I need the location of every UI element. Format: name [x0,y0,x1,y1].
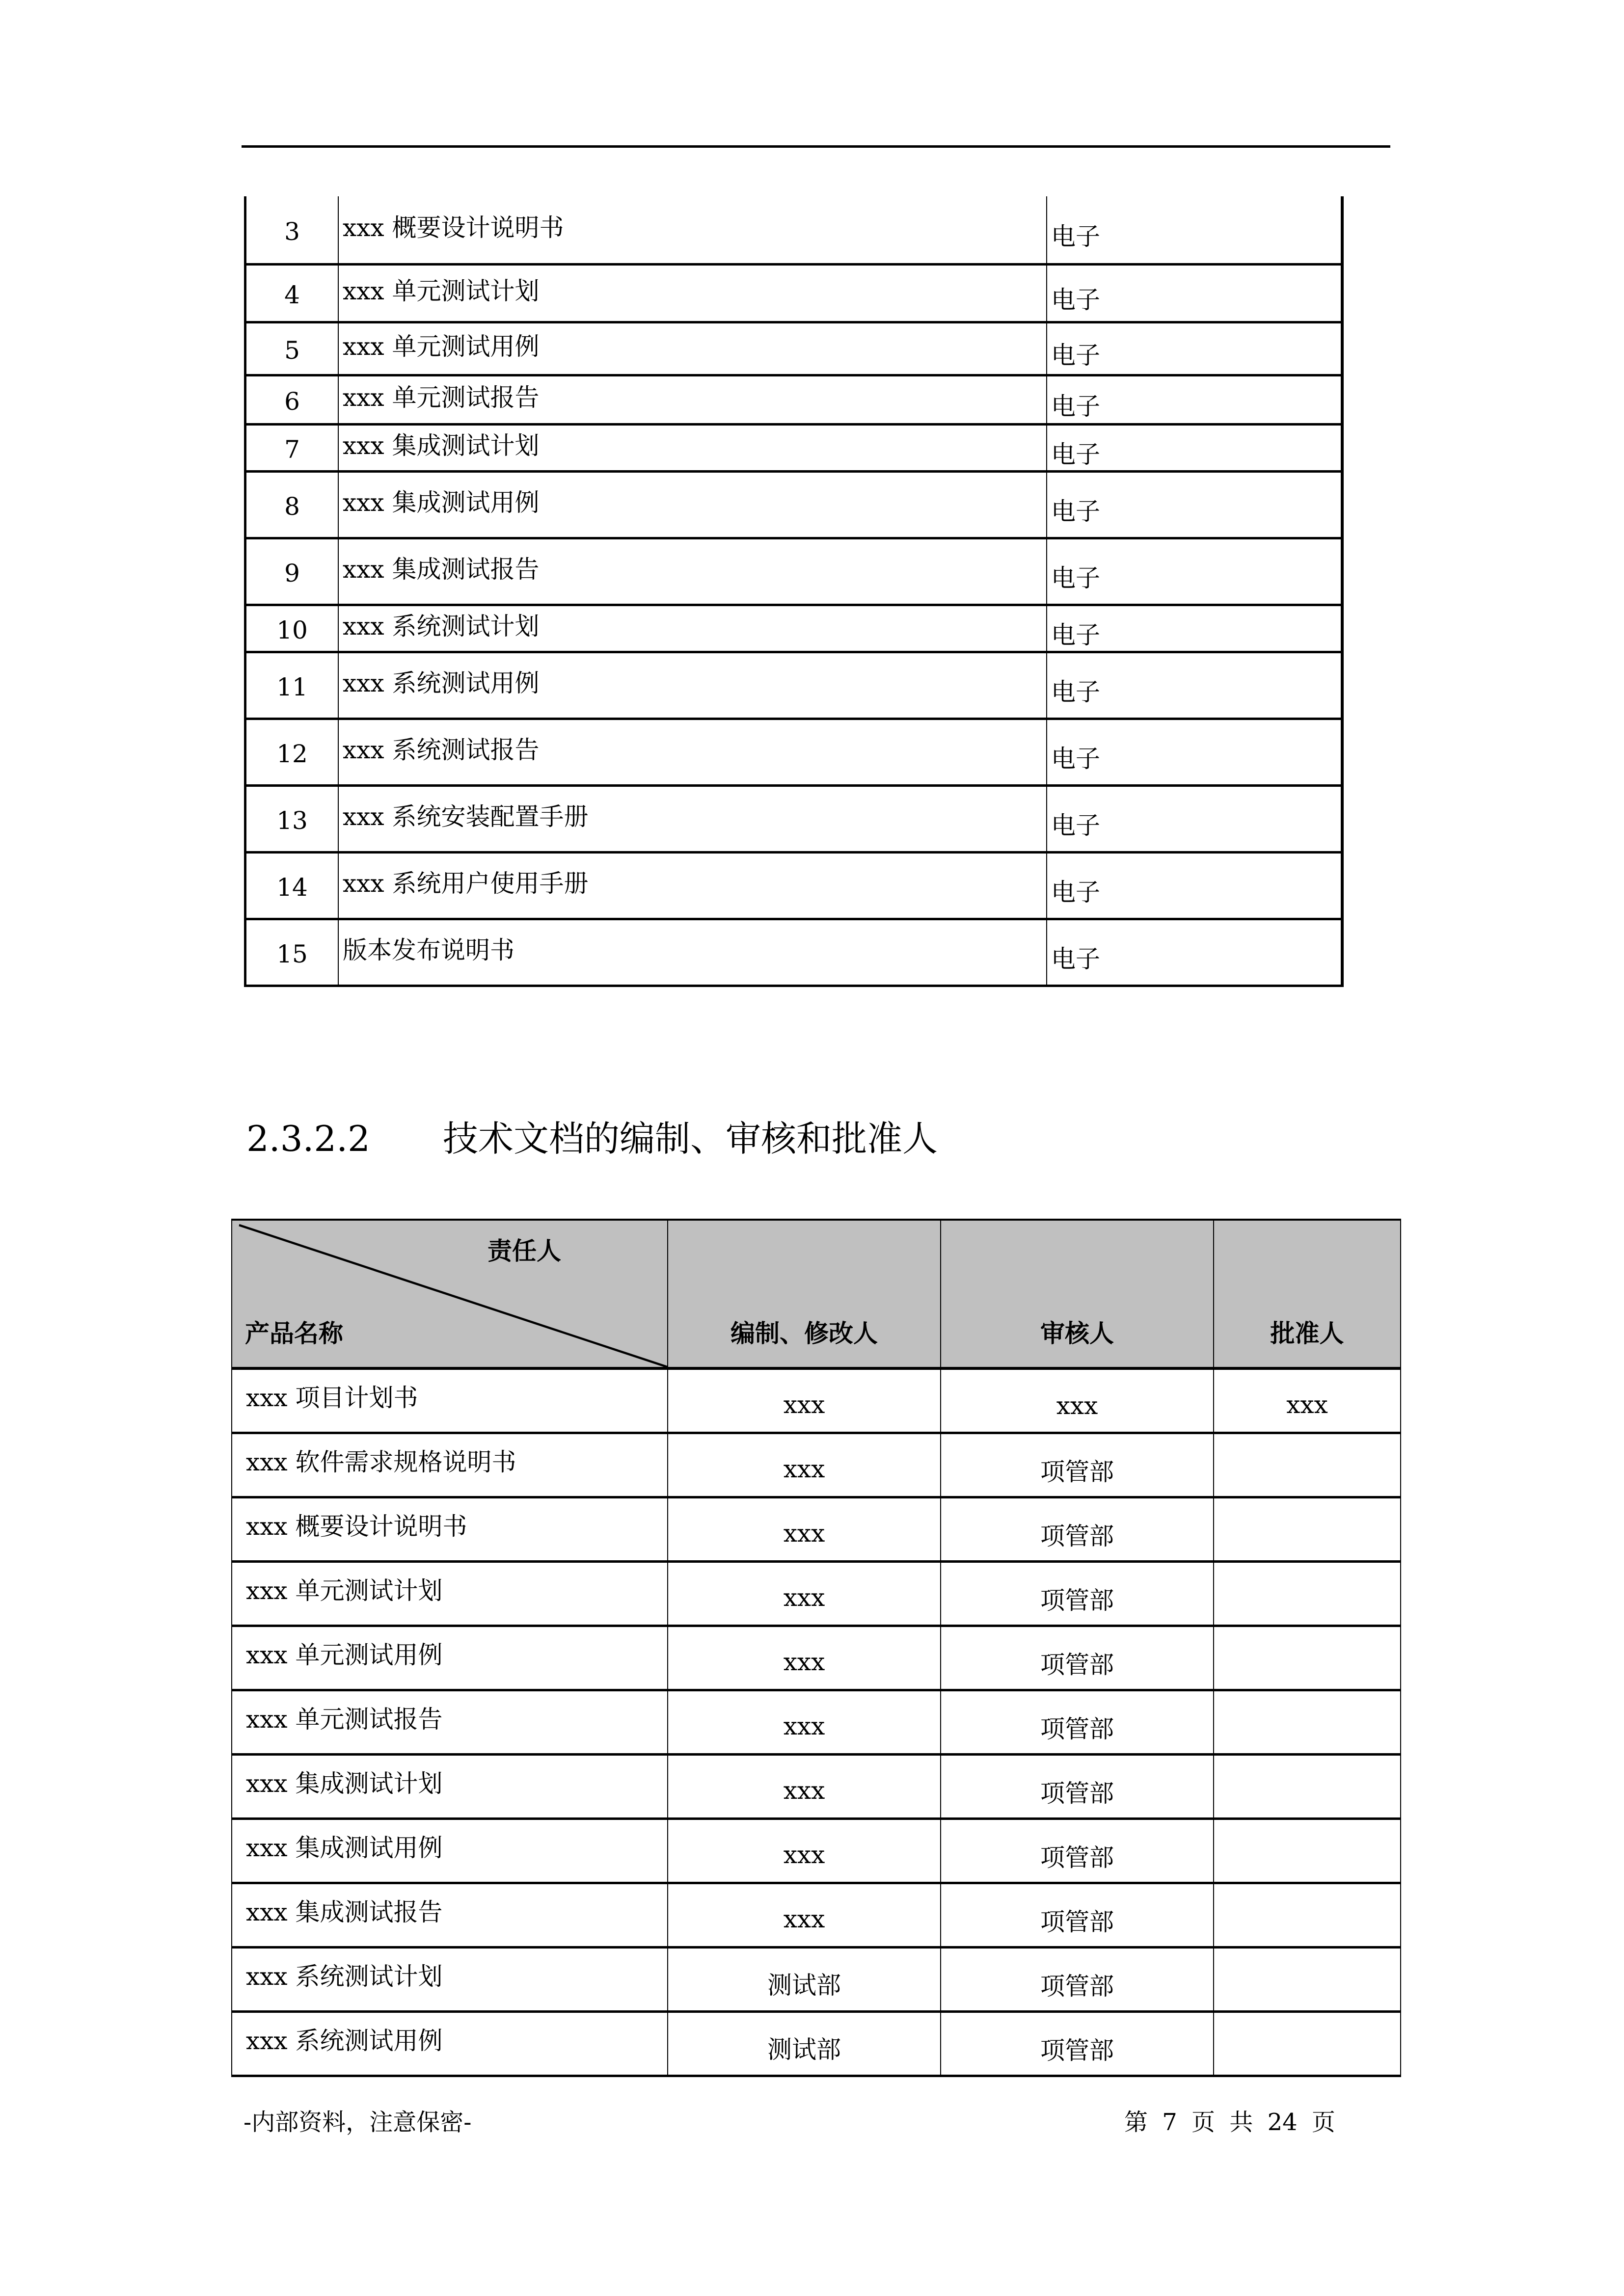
editor-cell [668,1883,941,1948]
row-number-cell [245,424,339,471]
table-row [245,424,1343,471]
editor: xxx [783,1519,825,1548]
document-type-cell [1047,852,1342,919]
editor: xxx [783,1712,825,1740]
document-type: 电子 [1051,621,1100,649]
reviewer: xxx [1056,1391,1098,1420]
document-type-cell [1047,652,1342,719]
approver-cell [1214,1497,1401,1562]
table-row [232,1497,1401,1562]
reviewer: 项管部 [1040,1651,1114,1679]
product-name: xxx 单元测试用例 [246,1641,443,1669]
row-number: 6 [284,387,300,416]
reviewer-cell [941,1948,1214,2012]
reviewer-cell [941,1883,1214,1948]
approver-cell [1214,1562,1401,1626]
editor: xxx [783,1648,825,1676]
document-type-cell [1047,322,1342,375]
row-number: 14 [276,873,308,902]
document-name: xxx 单元测试用例 [343,332,540,361]
row-number: 7 [284,435,300,464]
product-name: xxx 系统测试计划 [246,1962,443,1991]
row-number-cell [245,852,339,919]
document-type: 电子 [1051,811,1100,840]
reviewer: 项管部 [1040,1908,1114,1936]
editor: xxx [783,1841,825,1869]
row-number: 13 [276,806,308,835]
document-name-cell [338,852,1047,919]
row-number-cell [245,538,339,605]
reviewer-cell [941,1433,1214,1497]
editor-cell [668,1690,941,1755]
document-name: xxx 系统测试报告 [343,736,540,764]
product-name-cell [232,1819,668,1883]
reviewer-cell [941,1497,1214,1562]
table-row [232,1626,1401,1690]
editor-cell [668,1819,941,1883]
document-name-cell [338,652,1047,719]
editor: xxx [783,1583,825,1612]
product-name-cell [232,1433,668,1497]
row-number-cell [245,605,339,652]
row-number: 10 [276,616,308,644]
document-type-cell [1047,196,1342,264]
document-name: xxx 系统测试用例 [343,669,540,697]
table-row [232,1819,1401,1883]
document-type-cell [1047,538,1342,605]
row-number-cell [245,919,339,986]
row-number-cell [245,652,339,719]
product-name: xxx 概要设计说明书 [246,1512,467,1541]
product-name: xxx 集成测试报告 [246,1898,443,1926]
header-editor: 编制、修改人 [668,1220,941,1368]
document-name: xxx 系统用户使用手册 [343,869,589,898]
document-type: 电子 [1051,286,1100,314]
document-type: 电子 [1051,440,1100,469]
document-name-cell [338,785,1047,852]
approver-cell [1214,1690,1401,1755]
editor-cell [668,2012,941,2076]
document-type-cell [1047,719,1342,785]
table-row [232,1562,1401,1626]
document-name-cell [338,322,1047,375]
document-name: 版本发布说明书 [343,936,514,964]
product-name-cell [232,1948,668,2012]
table-row [245,605,1343,652]
reviewer: 项管部 [1040,1586,1114,1615]
section-heading [246,1110,938,1161]
editor: xxx [783,1905,825,1933]
document-type-cell [1047,471,1342,538]
table-row [245,652,1343,719]
footer-page-info: 第 7 页 共 24 页 [1124,2109,1335,2136]
product-name: xxx 集成测试计划 [246,1769,443,1798]
row-number-cell [245,471,339,538]
product-name: xxx 系统测试用例 [246,2027,443,2055]
document-name-cell [338,919,1047,986]
editor: 测试部 [767,2035,841,2064]
reviewer: 项管部 [1040,1522,1114,1550]
document-type-cell [1047,264,1342,322]
table-row [232,1948,1401,2012]
document-name-cell [338,471,1047,538]
approver-cell [1214,1755,1401,1819]
document-name-cell [338,264,1047,322]
product-name-cell [232,1368,668,1433]
product-name: xxx 单元测试计划 [246,1576,443,1605]
document-name: xxx 集成测试用例 [343,488,540,517]
row-number-cell [245,196,339,264]
product-name: xxx 单元测试报告 [246,1705,443,1734]
document-type: 电子 [1051,497,1100,526]
approver-cell [1214,2012,1401,2076]
reviewer: 项管部 [1040,1715,1114,1743]
footer-confidential: -内部资料，注意保密- [244,2109,472,2136]
document-type: 电子 [1051,678,1100,706]
row-number: 3 [284,217,300,246]
reviewer: 项管部 [1040,1972,1114,2001]
table-row [245,719,1343,785]
document-type: 电子 [1051,745,1100,773]
editor-cell [668,1755,941,1819]
editor-cell [668,1948,941,2012]
header-responsible: 责任人 [487,1237,561,1265]
table-row [245,471,1343,538]
table-row [245,538,1343,605]
product-name-cell [232,1883,668,1948]
document-list-table [244,196,1344,987]
document-type: 电子 [1051,945,1100,973]
responsibility-table [231,1219,1401,2077]
approver-cell [1214,1433,1401,1497]
table-row [232,2012,1401,2076]
approver-cell [1214,1948,1401,2012]
document-name-cell [338,719,1047,785]
document-type: 电子 [1051,878,1100,907]
diagonal-header-cell [232,1220,668,1368]
row-number: 5 [284,336,300,365]
table-row [245,375,1343,424]
document-type: 电子 [1051,564,1100,592]
row-number: 15 [276,940,308,968]
product-name: xxx 项目计划书 [246,1384,418,1412]
row-number: 8 [284,492,300,521]
document-type-cell [1047,375,1342,424]
section-number: 2.3.2.2 [246,1118,370,1159]
header-approver: 批准人 [1214,1220,1401,1368]
row-number-cell [245,375,339,424]
editor-cell [668,1562,941,1626]
reviewer: 项管部 [1040,2036,1114,2065]
reviewer-cell [941,1562,1214,1626]
reviewer-cell [941,1690,1214,1755]
editor-cell [668,1433,941,1497]
table-row [232,1883,1401,1948]
product-name: xxx 集成测试用例 [246,1834,443,1862]
document-name: xxx 系统测试计划 [343,612,540,641]
approver-cell [1214,1626,1401,1690]
header-reviewer: 审核人 [941,1220,1214,1368]
document-type: 电子 [1051,392,1100,421]
table-row [232,1755,1401,1819]
approver-cell [1214,1819,1401,1883]
row-number-cell [245,719,339,785]
document-type-cell [1047,605,1342,652]
editor: xxx [783,1776,825,1805]
row-number-cell [245,322,339,375]
row-number: 12 [276,740,308,768]
table-row [245,919,1343,986]
document-name-cell [338,605,1047,652]
reviewer-cell [941,1755,1214,1819]
approver-cell [1214,1883,1401,1948]
table-row [245,196,1343,264]
editor-cell [668,1626,941,1690]
product-name: xxx 软件需求规格说明书 [246,1448,516,1476]
row-number: 11 [276,673,308,701]
product-name-cell [232,2012,668,2076]
editor-cell [668,1497,941,1562]
editor: 测试部 [767,1971,841,2000]
editor-cell [668,1368,941,1433]
reviewer-cell [941,2012,1214,2076]
table-row [245,322,1343,375]
reviewer: 项管部 [1040,1779,1114,1808]
reviewer: 项管部 [1040,1458,1114,1486]
product-name-cell [232,1690,668,1755]
document-name-cell [338,196,1047,264]
reviewer-cell [941,1819,1214,1883]
reviewer-cell [941,1368,1214,1433]
document-type-cell [1047,785,1342,852]
document-name: xxx 单元测试报告 [343,383,540,412]
reviewer-cell [941,1626,1214,1690]
row-number: 9 [284,559,300,587]
document-name-cell [338,538,1047,605]
header-rule [242,145,1390,148]
editor: xxx [783,1455,825,1483]
approver-cell [1214,1368,1401,1433]
section-title: 技术文档的编制、审核和批准人 [443,1118,938,1159]
document-name-cell [338,424,1047,471]
product-name-cell [232,1497,668,1562]
product-name-cell [232,1626,668,1690]
table-row [245,264,1343,322]
product-name-cell [232,1562,668,1626]
document-name: xxx 单元测试计划 [343,277,540,305]
approver: xxx [1286,1390,1328,1419]
document-type: 电子 [1051,222,1100,251]
row-number-cell [245,785,339,852]
document-name: xxx 系统安装配置手册 [343,802,589,831]
product-name-cell [232,1755,668,1819]
document-name-cell [338,375,1047,424]
table-header-row [232,1220,1401,1368]
document-name: xxx 概要设计说明书 [343,213,564,242]
table-row [245,852,1343,919]
table-row [232,1433,1401,1497]
table-row [245,785,1343,852]
table-row [232,1368,1401,1433]
document-name: xxx 集成测试报告 [343,555,540,584]
table-row [232,1690,1401,1755]
editor: xxx [783,1390,825,1419]
document-type-cell [1047,424,1342,471]
document-name: xxx 集成测试计划 [343,431,540,460]
row-number-cell [245,264,339,322]
reviewer: 项管部 [1040,1843,1114,1872]
row-number: 4 [284,281,300,309]
header-product-name: 产品名称 [245,1319,343,1348]
document-type-cell [1047,919,1342,986]
document-type: 电子 [1051,341,1100,370]
